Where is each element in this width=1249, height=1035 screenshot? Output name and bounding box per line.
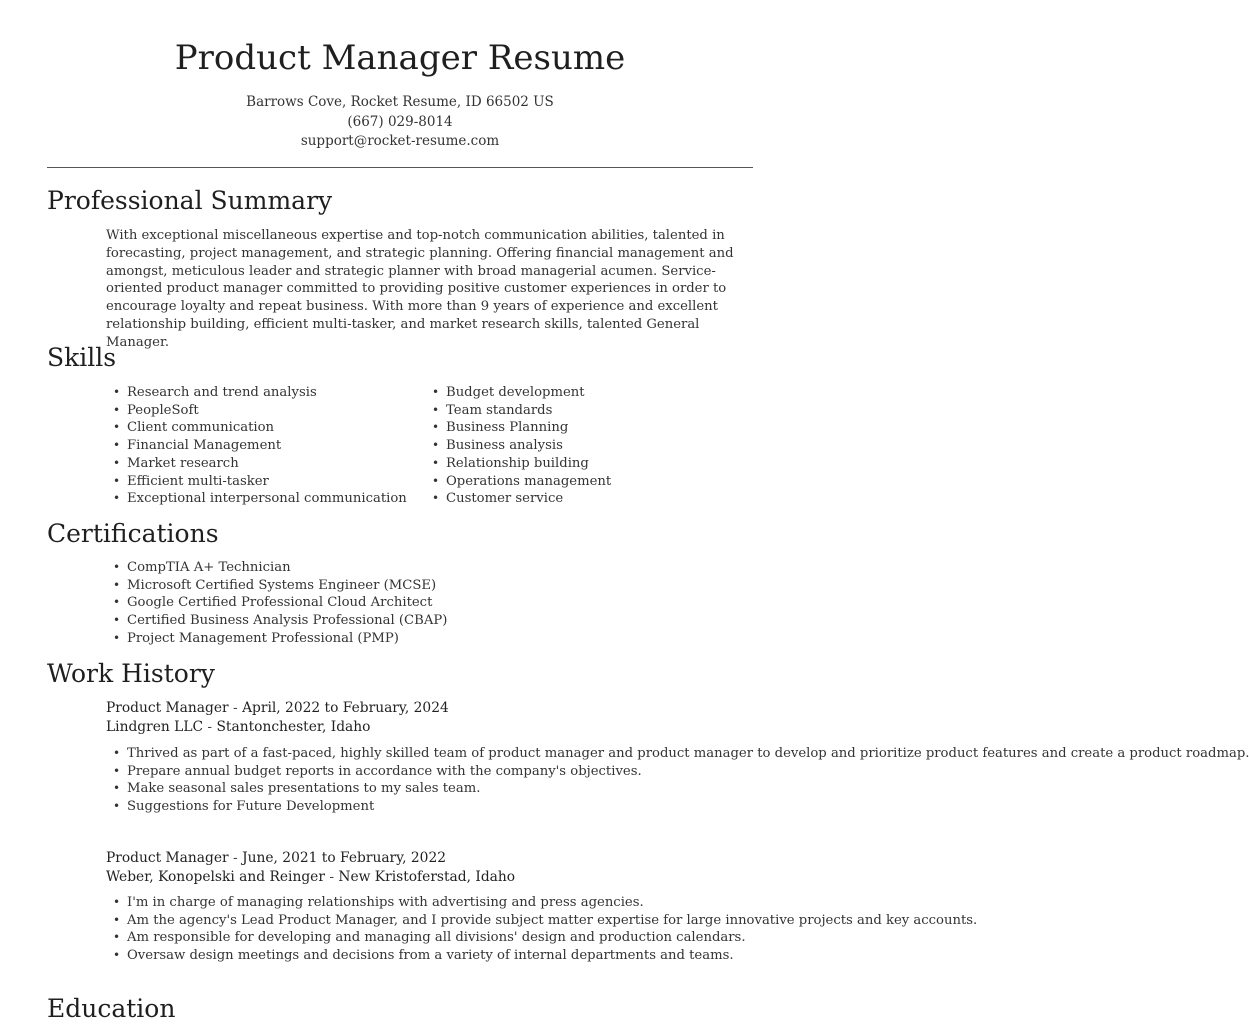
contact-address: Barrows Cove, Rocket Resume, ID 66502 US	[246, 94, 554, 110]
contact-phone: (667) 029-8014	[347, 114, 453, 130]
job-company-line	[106, 719, 370, 735]
skill-item: • Relationship building	[425, 455, 611, 473]
work-history-heading: Work History	[47, 659, 215, 688]
summary-text: With exceptional miscellaneous expertise and top-notch communication abilities, talented in forecasting, project management, and strategic planning. Offering financial management and amongst, meticulous leader and strategic planner with broad managerial acumen. Service-oriented product manager committed to providing positive customer experiences in order to encourage loyalty and repeat business. With more than 9 years of experience and excellent relationship building, efficient multi-tasker, and market research skills, talented General Manager.	[106, 228, 734, 350]
job-dates: June, 2021 to February, 2022	[242, 850, 446, 866]
job-location: Stantonchester, Idaho	[216, 719, 371, 735]
job-company: Weber, Konopelski and Reinger	[106, 869, 325, 885]
job-title: Product Manager	[106, 700, 229, 716]
skill-item: • Customer service	[425, 490, 611, 508]
skill-item: • Team standards	[425, 402, 611, 420]
skills-heading: Skills	[47, 343, 117, 372]
separator: -	[228, 700, 243, 716]
skill-item: • Efficient multi-tasker	[106, 473, 407, 491]
certifications-heading: Certifications	[47, 519, 219, 548]
job-bullet: • Am responsible for developing and managing all divisions' design and production calendars.	[106, 929, 756, 947]
skill-item: • Budget development	[425, 384, 611, 402]
certification-item: • Certified Business Analysis Professional (CBAP)	[106, 612, 447, 630]
summary-heading: Professional Summary	[47, 186, 333, 215]
skill-item: • PeopleSoft	[106, 402, 407, 420]
job-title-line	[106, 850, 446, 866]
separator: -	[228, 850, 243, 866]
skill-item: • Financial Management	[106, 437, 407, 455]
resume-title: Product Manager Resume	[174, 38, 626, 78]
certification-item: • Project Management Professional (PMP)	[106, 630, 447, 648]
skills-list-right	[425, 384, 611, 508]
skill-item: • Business Planning	[425, 419, 611, 437]
job-location: New Kristoferstad, Idaho	[338, 869, 516, 885]
skill-item: • Business analysis	[425, 437, 611, 455]
separator: -	[203, 719, 217, 735]
job-bullet: • Prepare annual budget reports in accordance with the company's objectives.	[106, 763, 756, 781]
job-bullet: • Oversaw design meetings and decisions from a variety of internal departments and teams.	[106, 947, 756, 965]
job-bullets	[106, 894, 978, 965]
skill-item: • Exceptional interpersonal communication	[106, 490, 407, 508]
job-bullet: • I'm in charge of managing relationships with advertising and press agencies.	[106, 894, 756, 912]
job-bullet: • Make seasonal sales presentations to my sales team.	[106, 780, 756, 798]
job-title: Product Manager	[106, 850, 229, 866]
job-bullet: • Am the agency's Lead Product Manager, and I provide subject matter expertise for large innovative projects and key accounts.	[106, 912, 756, 930]
job-bullet: • Thrived as part of a fast-paced, highly skilled team of product manager and product manager to develop and prioritize product features and create a product roadmap.	[106, 745, 756, 763]
skill-item: • Research and trend analysis	[106, 384, 407, 402]
certification-item: • Google Certified Professional Cloud Architect	[106, 594, 447, 612]
job-bullet: • Suggestions for Future Development	[106, 798, 756, 816]
job-company-line	[106, 869, 515, 885]
contact-email: support@rocket-resume.com	[300, 133, 500, 149]
job-title-line	[106, 700, 449, 716]
skill-item: • Client communication	[106, 419, 407, 437]
education-heading: Education	[47, 994, 176, 1023]
skill-item: • Market research	[106, 455, 407, 473]
separator: -	[324, 869, 339, 885]
job-dates: April, 2022 to February, 2024	[242, 700, 449, 716]
certification-item: • CompTIA A+ Technician	[106, 559, 447, 577]
job-company: Lindgren LLC	[106, 719, 204, 735]
header-divider	[47, 167, 753, 168]
skill-item: • Operations management	[425, 473, 611, 491]
skills-list-left	[106, 384, 407, 508]
certifications-list	[106, 559, 447, 648]
job-bullets	[106, 745, 1249, 816]
certification-item: • Microsoft Certified Systems Engineer (MCSE)	[106, 577, 447, 595]
